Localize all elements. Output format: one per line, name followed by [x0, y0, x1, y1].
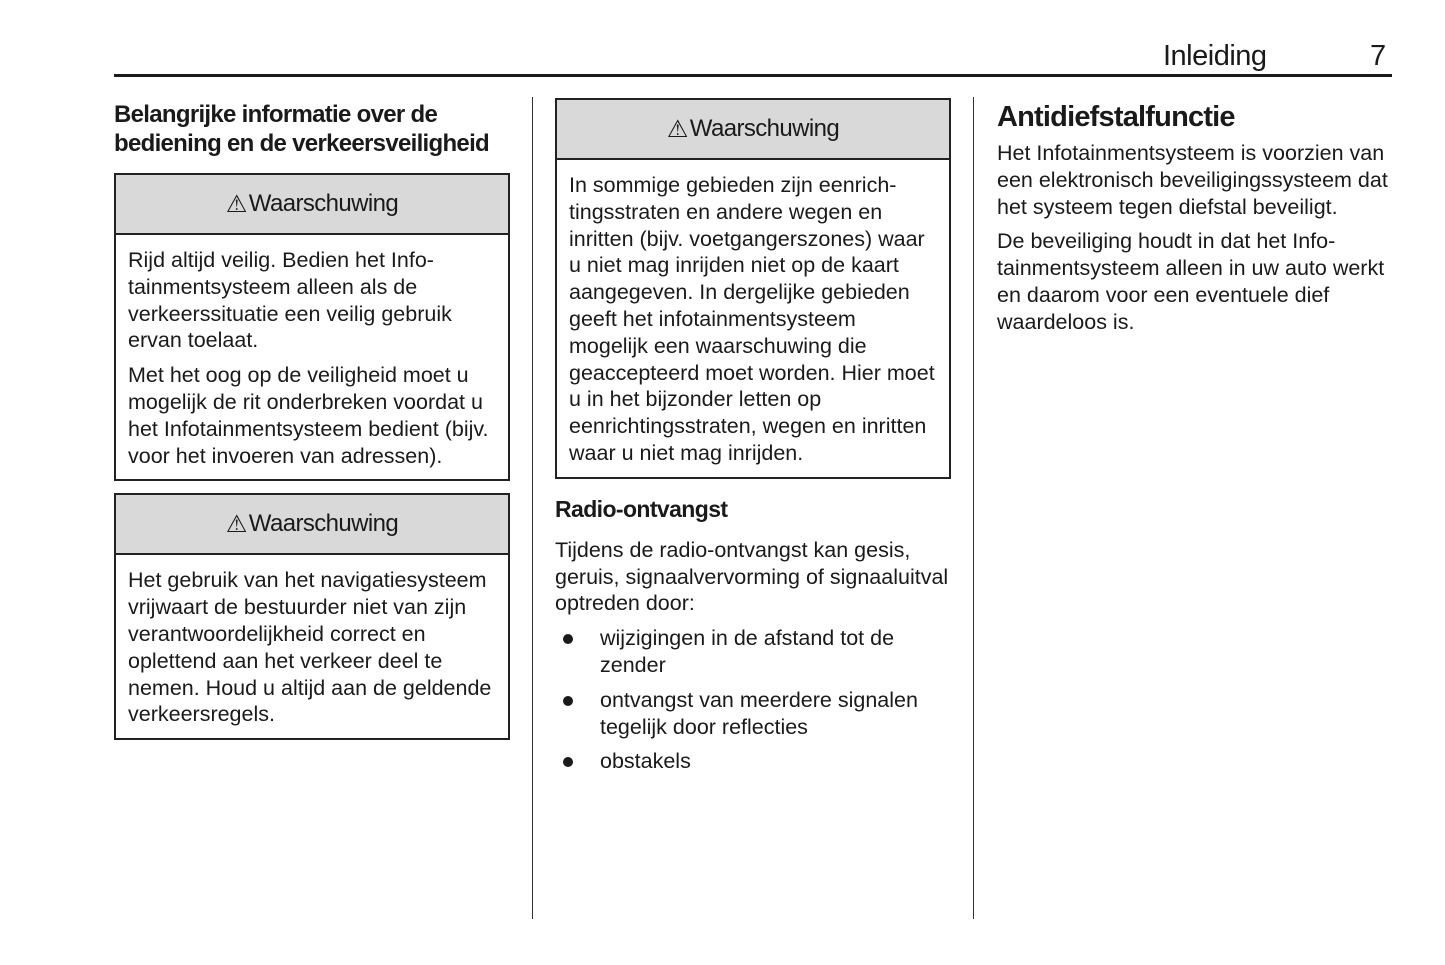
list-item — [555, 687, 951, 741]
warning-triangle-icon: ⚠ — [225, 510, 247, 538]
warning-box — [555, 98, 951, 479]
list-item-text: ontvangst van meerdere signalen tegelijk door reflecties — [600, 687, 918, 739]
column-divider — [973, 97, 974, 919]
bullet-list — [555, 625, 951, 775]
warning-label: Waarschuwing — [248, 190, 399, 217]
warning-box — [114, 493, 510, 740]
list-item-text: wijzigingen in de afstand tot de zender — [600, 626, 895, 677]
paragraph: De beveiliging houdt in dat het Infotainmentsysteem alleen in uw auto werkt en daarom voor een eventuele dief waardeloos is. — [997, 229, 1385, 334]
column-2 — [555, 98, 951, 783]
warning-triangle-icon: ⚠ — [666, 115, 688, 143]
warning-paragraph: Rijd altijd veilig. Bedien het Infotainmentsysteem alleen als de verkeerssituatie een veilig gebruik ervan toelaat. — [128, 248, 452, 353]
warning-body — [116, 555, 508, 738]
warning-triangle-icon: ⚠ — [225, 190, 247, 218]
column-3 — [997, 100, 1393, 344]
warning-header — [116, 175, 508, 235]
header-rule — [114, 74, 1392, 77]
warning-label: Waarschuwing — [248, 510, 399, 538]
bullet-icon — [563, 696, 573, 706]
section-heading: Radio-ontvangst — [555, 495, 728, 522]
paragraph: Het Infotainmentsysteem is voorzien van een elektronisch beveiligingssysteem dat het systeem tegen diefstal beveiligt. — [997, 141, 1388, 219]
warning-header — [557, 100, 949, 160]
bullet-icon — [563, 757, 573, 767]
section-heading: Antidiefstalfunctie — [997, 101, 1235, 133]
column-1 — [114, 100, 510, 752]
list-item-text: obstakels — [600, 749, 691, 774]
page-number: 7 — [1370, 40, 1387, 72]
warning-label: Waarschuwing — [689, 115, 840, 142]
warning-paragraph: Met het oog op de veiligheid moet u mogelijk de rit onderbreken voordat u het Infotainmentsysteem bedient (bijv. voor het invoeren van adressen). — [128, 363, 489, 468]
warning-body — [116, 235, 508, 479]
warning-paragraph: Het gebruik van het navigatiesysteem vrijwaart de bestuurder niet van zijn verantwoordelijkheid correct en oplettend aan het verkeer deel te nemen. Houd u altijd aan de geldende verkeersregels. — [128, 568, 492, 727]
section-intro: Tijdens de radio-ontvangst kan gesis, geruis, signaalvervorming of signaaluitval optreden door: — [555, 537, 949, 616]
warning-body — [557, 160, 949, 477]
list-item — [555, 748, 951, 775]
chapter-title: Inleiding — [1163, 40, 1267, 72]
bullet-icon — [563, 634, 573, 644]
warning-box — [114, 173, 510, 481]
warning-header — [116, 495, 508, 555]
warning-paragraph: In sommige gebieden zijn eenrichtingsstraten en andere wegen en inritten (bijv. voetgangerszones) waar u niet mag inrijden niet op de kaart aangegeven. In dergelijke gebieden geeft het infotainmentsysteem mogelijk een waarschuwing die geaccepteerd moet worden. Hier moet u in het bijzonder letten op eenrichtingsstraten, wegen en inritten waar u niet mag inrijden. — [569, 173, 935, 465]
list-item — [555, 625, 951, 679]
column-divider — [532, 97, 533, 919]
section-heading: Belangrijke informatie over de bediening en de verkeersveiligheid — [114, 101, 490, 157]
